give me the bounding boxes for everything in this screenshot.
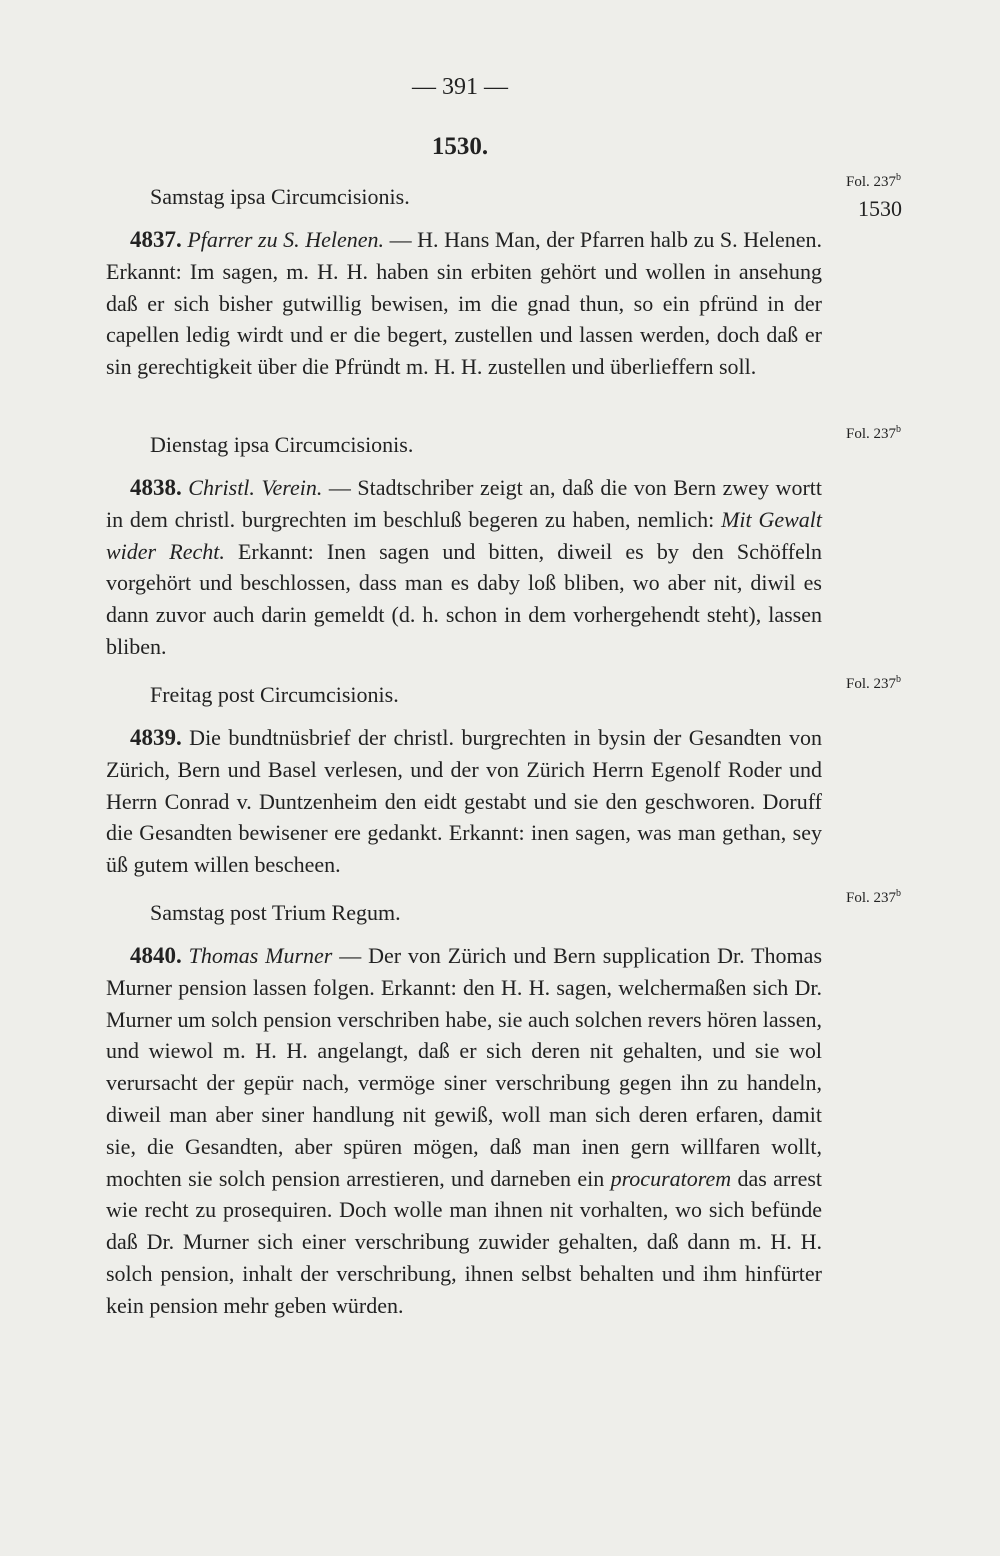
margin-fol: Fol. 237: [846, 890, 897, 906]
year-heading: 1530.: [431, 133, 489, 160]
entry-number: 4840.: [130, 943, 182, 968]
margin-fol: Fol. 237: [846, 676, 897, 692]
margin-fol-sup: b: [896, 424, 902, 435]
margin-note-3: [846, 674, 966, 693]
entry-date: Samstag post Trium Regum.: [150, 900, 401, 925]
entry-paragraph: [106, 940, 822, 1322]
entry-text: das arrest wie recht zu prosequiren. Doch wolle man ihnen nit vorhalten, wo sich befünde daß Dr. Murner sich einer verschribung zuwider gehalten, daß dann m. H. H. solch pension, inhalt der verschribung, ihnen selbst behalten und ihm hinfürter kein pension mehr geben würden.: [106, 1165, 823, 1318]
entry-text: Die bundtnüsbrief der christl. burgrechten in bysin der Gesandten von Zürich, Bern und Basel verlesen, und der von Zürich Herrn Egenolf Roder und Herrn Conrad v. Duntzenheim den eidt gestabt und sie den geschworen. Doruff die Gesandten bewisener ere gedankt. Erkannt: inen sagen, was man gethan, sey üß gutem willen bescheen.: [106, 725, 822, 878]
margin-fol-sup: b: [896, 172, 902, 183]
entry-italic-text: Mit Gewalt wider Recht.: [106, 506, 822, 564]
entry-text: Erkannt: Inen sagen und bitten, diweil es by den Schöffeln vorgehört und beschlossen, dass man es daby loß bliben, wo aber nit, diwil es dann zuvor auch darin gemeldt (d. h. schon in dem vorhergehendt steht), lassen bliben.: [106, 538, 822, 659]
entry-title: Pfarrer zu S. Helenen.: [187, 227, 385, 252]
entry-date: Samstag ipsa Circumcisionis.: [150, 184, 410, 209]
entry-date: Freitag post Circumcisionis.: [150, 682, 399, 707]
entry-date: Dienstag ipsa Circumcisionis.: [150, 432, 414, 457]
entry-paragraph: [106, 722, 822, 881]
entry-text: — H. Hans Man, der Pfarren halb zu S. Helenen. Erkannt: Im sagen, m. H. H. haben sin erbiten gehört und wollen in ansehung daß er sich bisher gutwillig bewisen, im die gnad thun, so ein pfründ in der capellen ledig wirdt und er die begert, zustellen und lassen werden, doch daß er sin gerechtigkeit über die Pfründt m. H. H. zustellen und überlieffern soll.: [106, 227, 822, 380]
entry-text: — Stadtschriber zeigt an, daß die von Bern zwey wortt in dem christl. burgrechten im beschluß begeren zu haben, nemlich:: [106, 475, 822, 532]
entry-paragraph: [106, 472, 822, 663]
entry-number: 4838.: [130, 475, 182, 500]
entry-title: Thomas Murner: [188, 943, 333, 968]
margin-note-4: [846, 888, 966, 907]
margin-note-2: [846, 424, 966, 443]
margin-year: 1530: [858, 196, 902, 221]
margin-note-1: [846, 172, 966, 191]
margin-fol: Fol. 237: [846, 426, 897, 442]
entry-italic-text: procuratorem: [610, 1165, 732, 1191]
entry-text: — Der von Zürich und Bern supplication Dr. Thomas Murner pension lassen folgen. Erkannt: den H. H. sagen, welchermaßen sich Dr. Murner um solch pension verschriben habe, sie auch solchen revers hören lassen, und wiewol m. H. H. angelangt, daß er sich deren nit gehalten, und sie wol verursacht der gepür nach, vermöge siner verschribung gegen ihn zu handeln, diweil man aber siner handlung nit gewiß, woll man sich deren erfaren, damit sie, die Gesandten, aber spüren mögen, daß man inen gern willfaren wollt, mochten sie solch pension arrestieren, und darneben ein: [106, 943, 823, 1191]
entry-title: Christl. Verein.: [188, 475, 323, 500]
entry-number: 4839.: [130, 725, 182, 750]
margin-fol-sup: b: [896, 674, 902, 685]
margin-fol-sup: b: [896, 888, 902, 899]
entry-paragraph: [106, 224, 822, 383]
page-number: — 391 —: [412, 74, 508, 100]
margin-fol: Fol. 237: [846, 174, 897, 190]
entry-number: 4837.: [130, 227, 182, 252]
